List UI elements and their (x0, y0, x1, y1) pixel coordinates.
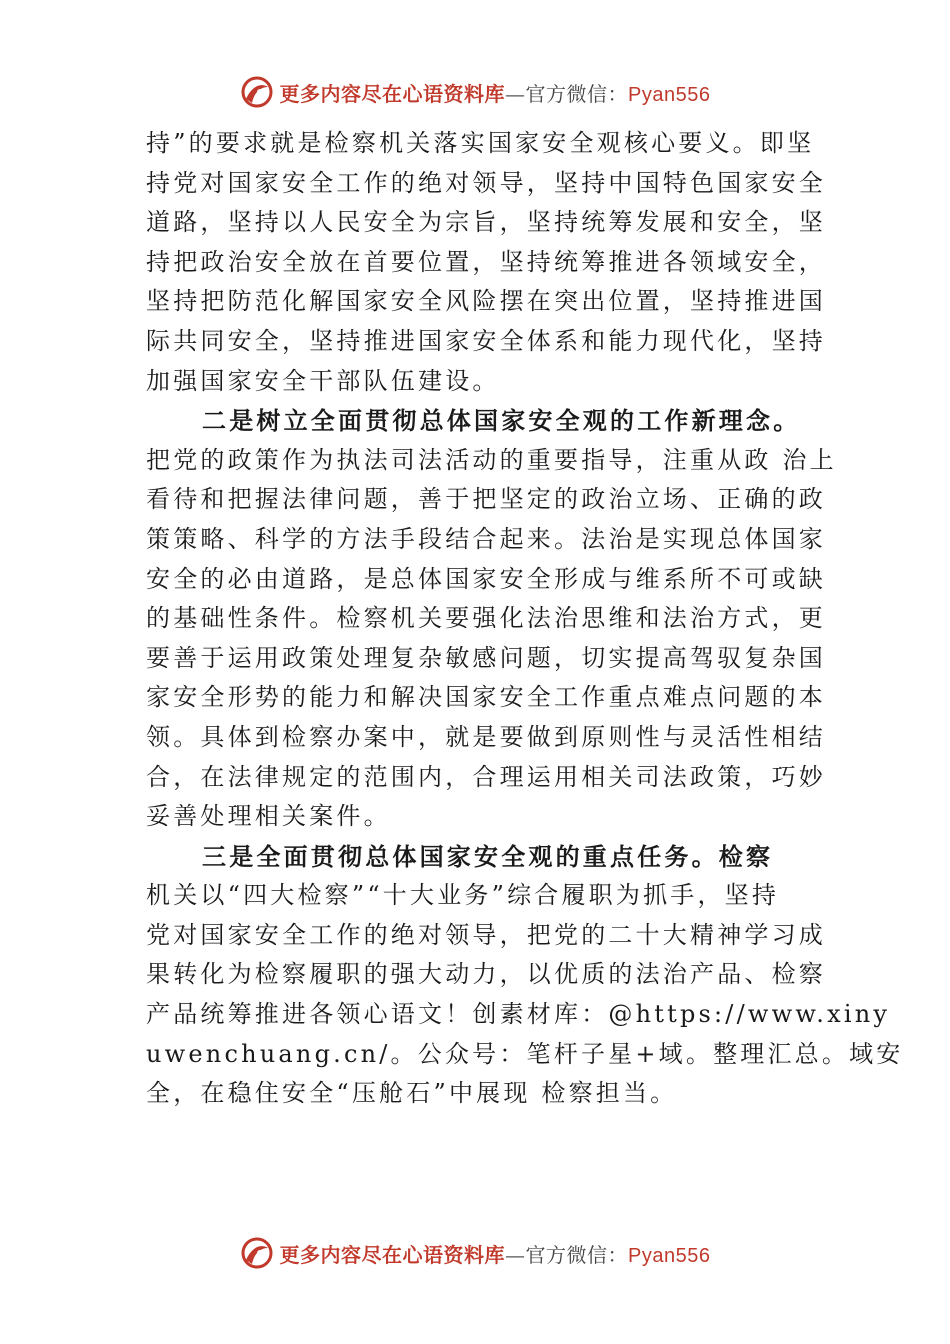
header-banner (0, 72, 950, 112)
body-text-line: 全，在稳住安全“压舱石”中展现 检察担当。 (146, 1079, 678, 1108)
banner-wechat-label: 官方微信： (525, 1242, 629, 1267)
body-text-line: 机关以“四大检察”“十大业务”综合履职为抓手，坚持 (146, 881, 780, 910)
document-body (146, 124, 904, 1114)
body-text-line: uwenchuang.cn/。公众号：笔杆子星+域。整理汇总。域安 (146, 1039, 904, 1068)
body-text-line: 看待和把握法律问题，善于把坚定的政治立场、正确的政 (146, 485, 826, 514)
body-text-line: 领。具体到检察办案中，就是要做到原则性与灵活性相结 (146, 722, 826, 751)
body-text-line: 产品统筹推进各领心语文！创素材库：@https://www.xiny (146, 1000, 891, 1029)
body-text-line: 安全的必由道路，是总体国家安全形成与维系所不可或缺 (146, 564, 826, 593)
red-swirl-logo-icon (240, 75, 274, 109)
banner-text (280, 78, 711, 107)
body-text-line: 策策略、科学的方法手段结合起来。法治是实现总体国家 (146, 524, 826, 553)
body-text-line: 妥善处理相关案件。 (146, 802, 391, 831)
body-text-line: 合，在法律规定的范围内，合理运用相关司法政策，巧妙 (146, 762, 826, 791)
body-text-line: 家安全形势的能力和解决国家安全工作重点难点问题的本 (146, 683, 826, 712)
body-text-line: 持把政治安全放在首要位置，坚持统筹推进各领域安全， (146, 247, 826, 276)
red-swirl-logo-icon (240, 1236, 274, 1270)
section-heading-line: 二是树立全面贯彻总体国家安全观的工作新理念。 (202, 406, 801, 436)
body-text-line: 把党的政策作为执法司法活动的重要指导，注重从政 治上 (146, 445, 837, 474)
body-text-line: 持”的要求就是检察机关落实国家安全观核心要义。即坚 (146, 129, 815, 157)
body-text-line: 坚持把防范化解国家安全风险摆在突出位置，坚持推进国 (146, 287, 826, 316)
banner-text (280, 1239, 711, 1268)
banner-wechat-label: 官方微信： (525, 81, 629, 106)
footer-banner (0, 1233, 950, 1273)
body-text-line: 加强国家安全干部队伍建设。 (146, 366, 500, 395)
section-heading-line: 三是全面贯彻总体国家安全观的重点任务。检察 (202, 841, 774, 871)
body-text-line: 果转化为检察履职的强大动力，以优质的法治产品、检察 (146, 960, 826, 989)
body-text-line: 的基础性条件。检察机关要强化法治思维和法治方式，更 (146, 604, 826, 633)
banner-main-text: 更多内容尽在心语资料库 (279, 81, 506, 106)
body-text-line: 际共同安全，坚持推进国家安全体系和能力现代化，坚持 (146, 326, 826, 355)
body-text-line: 道路，坚持以人民安全为宗旨，坚持统筹发展和安全，坚 (146, 208, 826, 237)
banner-separator: — (505, 1242, 526, 1267)
banner-separator: — (505, 81, 526, 106)
body-text-line: 持党对国家安全工作的绝对领导，坚持中国特色国家安全 (146, 168, 826, 197)
banner-wechat-id: Pyan556 (628, 1244, 711, 1267)
banner-main-text: 更多内容尽在心语资料库 (279, 1242, 506, 1267)
banner-wechat-id: Pyan556 (628, 83, 711, 106)
body-text-line: 要善于运用政策处理复杂敏感问题，切实提高驾驭复杂国 (146, 643, 826, 672)
body-text-line: 党对国家安全工作的绝对领导，把党的二十大精神学习成 (146, 920, 826, 949)
